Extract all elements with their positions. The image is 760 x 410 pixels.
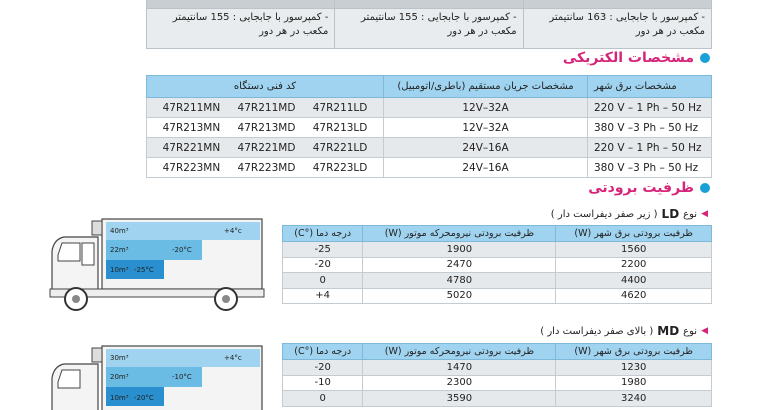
volume-label-medium: 22m³ bbox=[110, 246, 129, 254]
cab-door-window bbox=[82, 243, 94, 265]
table-cell: -20 bbox=[283, 257, 363, 273]
ld-subtitle bbox=[551, 207, 708, 221]
table-cell: -25 bbox=[283, 242, 363, 258]
table-cell: 3590 bbox=[363, 391, 556, 407]
electrical-section-title bbox=[563, 50, 710, 66]
temp-label-low: -20°C bbox=[134, 394, 154, 402]
table-row bbox=[283, 360, 712, 376]
table-row bbox=[147, 158, 712, 178]
table-cell: 1900 bbox=[363, 242, 556, 258]
table-cell: 4780 bbox=[363, 273, 556, 289]
table-cell: 0 bbox=[283, 273, 363, 289]
ld-code: LD bbox=[661, 207, 680, 221]
ld-capacity-table bbox=[282, 225, 712, 304]
table-header-row bbox=[283, 226, 712, 242]
table-cell: -20 bbox=[283, 360, 363, 376]
temp-label-low: -25°C bbox=[134, 266, 154, 274]
table-cell: 24V–16A bbox=[384, 158, 588, 178]
volume-label-large: 40m³ bbox=[110, 227, 129, 235]
triangle-bullet-icon: ◀ bbox=[701, 209, 708, 219]
table-row bbox=[283, 273, 712, 289]
volume-label-small: 10m³ bbox=[110, 266, 129, 274]
column-header: ظرفیت برودتی برق شهر (W) bbox=[556, 226, 712, 242]
table-row bbox=[147, 138, 712, 158]
column-header: مشخصات جریان مستقیم (باطری/اتومبیل) bbox=[384, 76, 588, 98]
column-header: ظرفیت برودتی نیرومحرکه موتور (W) bbox=[363, 226, 556, 242]
table-cell: 2300 bbox=[363, 375, 556, 391]
column-header: ظرفیت برودتی برق شهر (W) bbox=[556, 344, 712, 360]
electrical-table bbox=[146, 75, 712, 178]
table-cell: 0 bbox=[283, 391, 363, 407]
refrigeration-unit bbox=[92, 221, 102, 235]
temp-label-top: +4°c bbox=[224, 354, 242, 362]
table-cell bbox=[335, 0, 523, 9]
table-cell: 220 V – 1 Ph – 50 Hz bbox=[588, 98, 712, 118]
table-header-row bbox=[283, 344, 712, 360]
table-cell: 12V–32A bbox=[384, 118, 588, 138]
table-cell: 2200 bbox=[556, 257, 712, 273]
table-cell: 1560 bbox=[556, 242, 712, 258]
table-header-row bbox=[147, 76, 712, 98]
table-row bbox=[283, 288, 712, 304]
table-cell: 380 V –3 Ph – 50 Hz bbox=[588, 118, 712, 138]
table-cell: - کمپرسور با جابجایی : 155 سانتیمتر مکعب در هر دور bbox=[147, 9, 335, 49]
table-cell: 4400 bbox=[556, 273, 712, 289]
front-wheel-hub bbox=[72, 295, 80, 303]
volume-label-large: 30m³ bbox=[110, 354, 129, 362]
table-cell: 1470 bbox=[363, 360, 556, 376]
cab-window bbox=[58, 370, 80, 388]
table-cell: 47R213MN 47R213MD 47R213LD bbox=[147, 118, 384, 138]
table-cell: 47R211MN 47R211MD 47R211LD bbox=[147, 98, 384, 118]
table-row bbox=[283, 375, 712, 391]
volume-label-medium: 20m³ bbox=[110, 373, 129, 381]
cab-window bbox=[58, 243, 80, 261]
table-row bbox=[147, 9, 712, 49]
column-header: ظرفیت برودتی نیرومحرکه موتور (W) bbox=[363, 344, 556, 360]
temp-label-mid: -10°C bbox=[172, 373, 192, 381]
triangle-bullet-icon: ◀ bbox=[701, 326, 708, 336]
rear-wheel-hub bbox=[222, 295, 230, 303]
temp-label-mid: -20°C bbox=[172, 246, 192, 254]
compressor-table bbox=[146, 0, 712, 49]
bullet-icon bbox=[700, 53, 710, 63]
table-cell: 1230 bbox=[556, 360, 712, 376]
table-cell bbox=[147, 0, 335, 9]
md-code: MD bbox=[657, 324, 680, 338]
ld-label-suffix: ( زیر صفر دیفراست دار ) bbox=[550, 208, 658, 220]
volume-label-small: 10m³ bbox=[110, 394, 129, 402]
table-row bbox=[283, 242, 712, 258]
table-cell bbox=[523, 0, 711, 9]
table-row bbox=[283, 257, 712, 273]
table-cell: 12V–32A bbox=[384, 98, 588, 118]
ld-label-prefix: نوع bbox=[683, 208, 698, 220]
table-row bbox=[147, 0, 712, 9]
capacity-section-title bbox=[588, 180, 710, 196]
column-header: درجه دما (°C) bbox=[283, 226, 363, 242]
table-cell: +4 bbox=[283, 288, 363, 304]
table-cell: -10 bbox=[283, 375, 363, 391]
electrical-title-text: مشخصات الکتریکی bbox=[562, 50, 694, 66]
column-header: مشخصات برق شهر bbox=[588, 76, 712, 98]
table-cell: 3240 bbox=[556, 391, 712, 407]
table-row bbox=[147, 98, 712, 118]
md-label-suffix: ( بالای صفر دیفراست دار ) bbox=[540, 325, 654, 337]
bullet-icon bbox=[700, 183, 710, 193]
refrigeration-unit bbox=[92, 348, 102, 362]
table-cell: 47R221MN 47R221MD 47R221LD bbox=[147, 138, 384, 158]
table-cell: 24V–16A bbox=[384, 138, 588, 158]
table-cell: 4620 bbox=[556, 288, 712, 304]
temp-label-top: +4°c bbox=[224, 227, 242, 235]
table-cell: - کمپرسور با جابجایی : 155 سانتیمتر مکعب در هر دور bbox=[335, 9, 523, 49]
column-header: کد فنی دستگاه bbox=[147, 76, 384, 98]
table-cell: 1980 bbox=[556, 375, 712, 391]
md-label-prefix: نوع bbox=[683, 325, 698, 337]
md-truck-diagram bbox=[40, 336, 272, 410]
table-row bbox=[283, 391, 712, 407]
md-capacity-table bbox=[282, 343, 712, 407]
column-header: درجه دما (°C) bbox=[283, 344, 363, 360]
table-cell: 2470 bbox=[363, 257, 556, 273]
table-cell: 47R223MN 47R223MD 47R223LD bbox=[147, 158, 384, 178]
table-row bbox=[147, 118, 712, 138]
capacity-title-text: ظرفیت برودتی bbox=[588, 180, 694, 196]
table-cell: - کمپرسور با جابجایی : 163 سانتیمتر مکعب در هر دور bbox=[523, 9, 711, 49]
table-cell: 380 V –3 Ph – 50 Hz bbox=[588, 158, 712, 178]
md-subtitle bbox=[540, 324, 708, 338]
ld-truck-diagram bbox=[40, 205, 272, 317]
table-cell: 220 V – 1 Ph – 50 Hz bbox=[588, 138, 712, 158]
table-cell: 5020 bbox=[363, 288, 556, 304]
